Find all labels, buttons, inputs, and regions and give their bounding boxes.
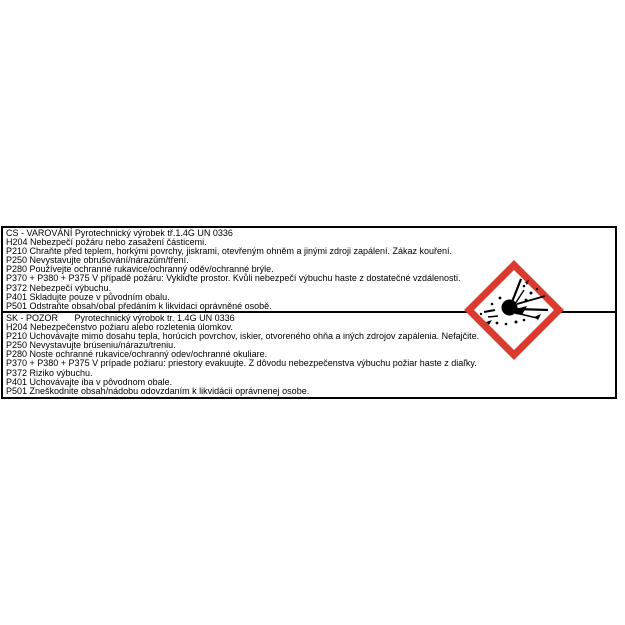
cs-signal-word: CS - VAROVÁNÍ xyxy=(6,228,73,238)
cs-statement-p372: P372 Nebezpečí výbuchu. xyxy=(6,282,112,293)
sk-statement-p372: P372 Riziko výbuchu. xyxy=(6,367,93,378)
cs-statement-p370: P370 + P380 + P375 V případě požáru: Vykliďte prostor. Kvůli nebezpečí výbuchu haste z dostatečné vzdálenosti. xyxy=(6,273,461,284)
cs-product-name: Pyrotechnický výrobek tř.1.4G UN 0336 xyxy=(74,228,233,238)
sk-statement-p250: P250 Nevystavujte brúseniu/nárazu/treniu. xyxy=(6,340,176,351)
cs-statement-p280: P280 Používejte ochranné rukavice/ochranný oděv/ochranné brýle. xyxy=(6,264,274,275)
cs-statement-p210: P210 Chraňte před teplem, horkými povrchy, jiskrami, otevřeným ohněm a jinými zdroji zapálení. Zákaz kouření. xyxy=(6,246,453,257)
sk-statement-p501: P501 Zneškodnite obsah/nádobu odovzdaním k likvidácii oprávnenej osobe. xyxy=(6,385,310,396)
ghs01-exploding-bomb-icon xyxy=(464,260,564,360)
cs-statement-p401: P401 Skladujte pouze v původním obalu. xyxy=(6,291,170,302)
sk-statement-p210: P210 Uchovávajte mimo dosahu tepla, horúcich povrchov, iskier, otvoreného ohňa a iných zdrojov zapálenia. Nefajčite. xyxy=(6,331,480,342)
sk-product-name: Pyrotechnický výrobok tr. 1.4G UN 0336 xyxy=(74,313,235,323)
sk-statement-p401: P401 Uchovávajte iba v pôvodnom obale. xyxy=(6,376,173,387)
cs-statement-h204: H204 Nebezpečí požáru nebo zasažení částicemi. xyxy=(6,237,207,248)
cs-statement-p250: P250 Nevystavujte obrušování/nárazům/tření. xyxy=(6,255,189,266)
cs-statement-p501: P501 Odstraňte obsah/obal předáním k likvidaci oprávněné osobě. xyxy=(6,300,272,311)
sk-statement-p370: P370 + P380 + P375 V prípade požiaru: priestory evakuujte. Z dôvodu nebezpečenstva výbuchu požiar haste z diaľky. xyxy=(6,358,477,369)
sk-statement-p280: P280 Noste ochranné rukavice/ochranný odev/ochranné okuliare. xyxy=(6,349,268,360)
sk-statement-h204: H204 Nebezpečenstvo požiaru alebo rozletenia úlomkov. xyxy=(6,322,233,333)
sk-signal-word: SK - POZOR xyxy=(6,313,59,323)
